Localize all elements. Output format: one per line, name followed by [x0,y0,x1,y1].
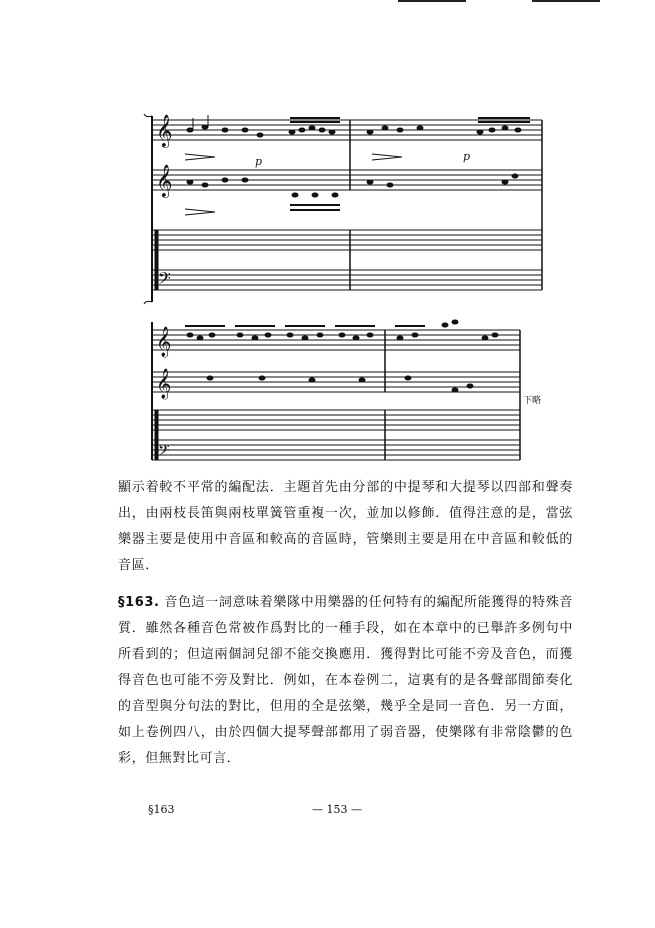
svg-text:𝄞: 𝄞 [156,369,172,399]
svg-text:𝄞: 𝄞 [156,164,173,197]
staff-2-4 [152,440,520,460]
svg-text:𝄢: 𝄢 [158,442,170,463]
svg-text:𝄢: 𝄢 [158,268,171,292]
staff-2-2 [152,372,520,392]
paragraph-2-body: 音色這一詞意味着樂隊中用樂器的任何特有的編配所能獲得的特殊音質．雖然各種音色常被作爲對比的一種手段，如在本章中的已舉許多例句中所看到的；但這兩個詞兒卻不能交換應用．獲得對比可能不旁及音色，而獲得音色也可能不旁及對比．例如，在本卷例二，這裏有的是各聲部間節奏化的音型與分句法的對比，但用的全是弦樂，幾乎全是同一音色．另一方面，如上卷例四八，由於四個大提琴聲部都用了弱音器，使樂隊有非常陰鬱的色彩，但無對比可言． [118,595,573,766]
svg-text:𝄞: 𝄞 [156,327,172,357]
staff-1-3 [152,230,542,250]
score-system-1 [144,114,542,304]
score-system-2 [152,320,520,463]
paragraph-2-text [118,590,573,772]
svg-text:𝄞: 𝄞 [156,114,173,147]
staff-2-1 [152,330,520,350]
score-annotation: 下略 [523,396,542,406]
paragraph-1 [118,475,573,579]
section-number: §163. [118,595,160,610]
svg-text:p: p [463,150,471,163]
paragraph-2 [118,590,573,772]
staff-1-4 [152,270,542,290]
staff-2-3 [152,410,520,430]
staff-1-2 [152,170,542,190]
page-number: — 153 — [312,803,362,816]
footer-section: §163 [148,803,175,816]
svg-text:p: p [255,155,263,168]
paragraph-1-text: 顯示着較不平常的編配法．主題首先由分部的中提琴和大提琴以四部和聲奏出，由兩枝長笛與兩枝單簧管重複一次，並加以修飾．值得注意的是，當弦樂器主要是使用中音區和較高的音區時，管樂則主要是用在中音區和較低的音區． [118,480,573,573]
